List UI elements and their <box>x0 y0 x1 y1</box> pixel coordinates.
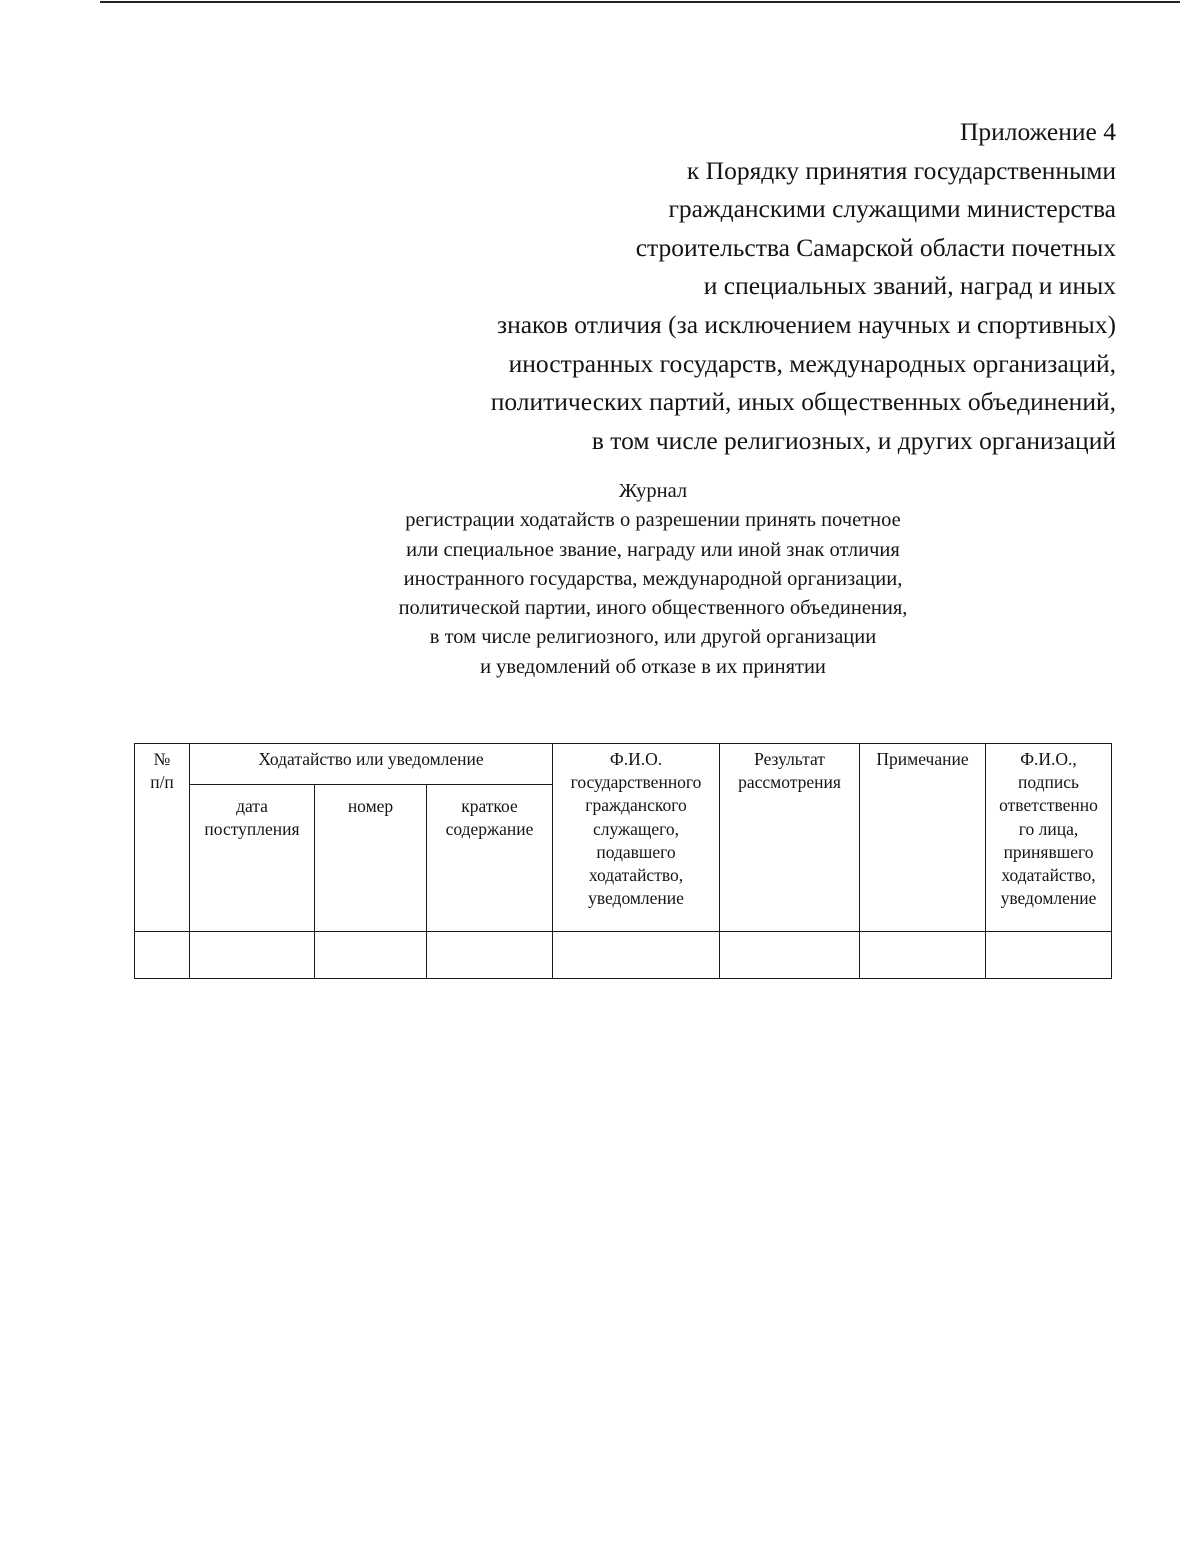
appendix-line: и специальных званий, наград и иных <box>703 271 1116 301</box>
appendix-line: к Порядку принятия государственными <box>686 155 1116 185</box>
top-scan-rule <box>100 1 1180 3</box>
journal-subtitle-line: политической партии, иного общественного объединения, <box>398 597 908 620</box>
appendix-line: строительства Самарской области почетных <box>635 232 1116 262</box>
journal-title: Журнал <box>618 480 688 502</box>
column-group-header-petition: Ходатайство или уведомление <box>190 744 553 785</box>
column-header-fio-servant: Ф.И.О. государственного гражданского служащего, подавшего ходатайство, уведомление <box>553 744 720 932</box>
appendix-line: политических партий, иных общественных объединений, <box>490 387 1116 417</box>
column-header-responsible: Ф.И.О., подпись ответственно го лица, принявшего ходатайство, уведомление <box>986 744 1112 932</box>
appendix-line: в том числе религиозных, и других организаций <box>591 425 1116 455</box>
journal-subtitle-line: иностранного государства, международной организации, <box>403 567 903 590</box>
table-cell <box>720 932 860 979</box>
column-header-number: № п/п <box>135 744 190 932</box>
table-cell <box>860 932 986 979</box>
table-cell <box>553 932 720 979</box>
table-cell <box>135 932 190 979</box>
table-cell <box>986 932 1112 979</box>
column-header-date: дата поступления <box>190 785 315 932</box>
journal-heading <box>300 477 1006 682</box>
journal-subtitle-line: в том числе религиозного, или другой организации <box>429 626 877 649</box>
column-header-result: Результат рассмотрения <box>720 744 860 932</box>
appendix-line: иностранных государств, международных организаций, <box>508 348 1116 378</box>
table-row <box>135 932 1112 979</box>
journal-subtitle-line: или специальное звание, награду или иной знак отличия <box>406 538 900 561</box>
appendix-header <box>356 113 1116 460</box>
registration-table <box>134 743 1112 979</box>
appendix-line: знаков отличия (за исключением научных и спортивных) <box>497 309 1116 339</box>
table-cell <box>427 932 553 979</box>
column-header-note: Примечание <box>860 744 986 932</box>
table-cell <box>315 932 427 979</box>
journal-subtitle-line: регистрации ходатайств о разрешении принять почетное <box>405 509 901 532</box>
journal-subtitle-line: и уведомлений об отказе в их принятии <box>480 655 826 678</box>
appendix-line: гражданскими служащими министерства <box>668 194 1116 224</box>
table-cell <box>190 932 315 979</box>
appendix-title: Приложение 4 <box>960 117 1116 146</box>
column-header-summary: краткое содержание <box>427 785 553 932</box>
column-header-num: номер <box>315 785 427 932</box>
